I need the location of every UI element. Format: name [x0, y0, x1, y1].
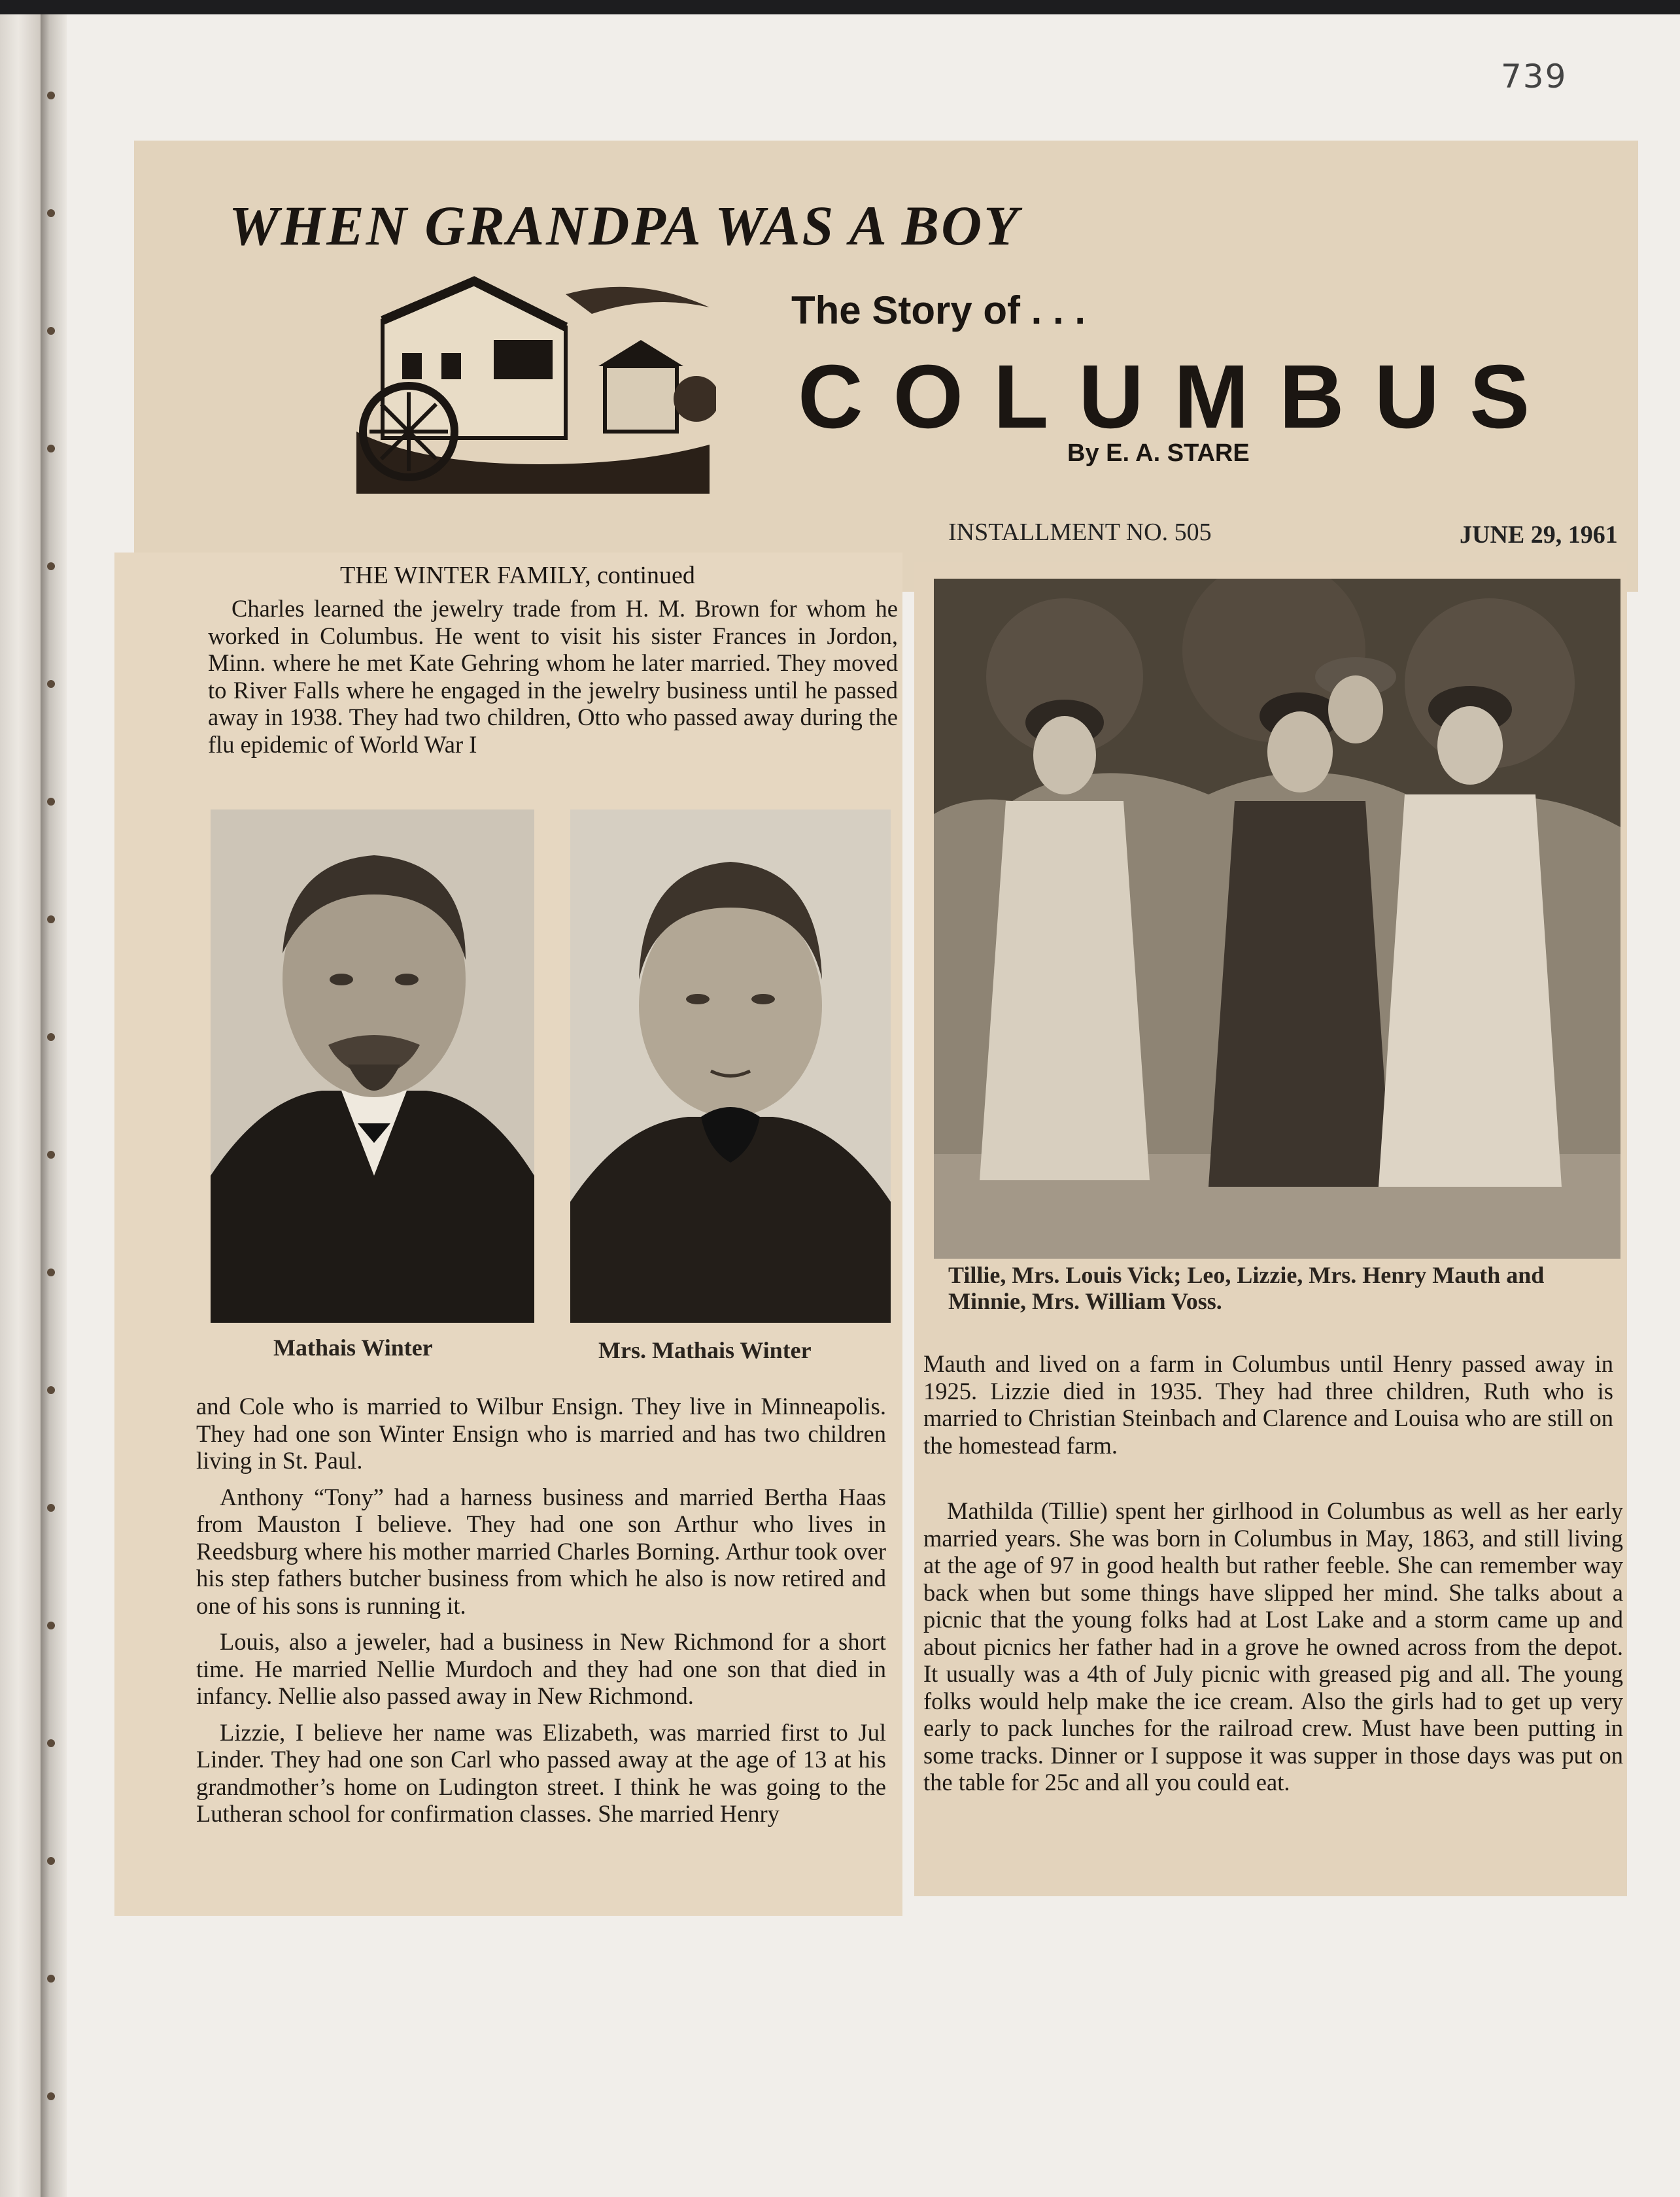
left-page-edge: [0, 14, 41, 2197]
page-number: 739: [1501, 58, 1568, 95]
paragraph: Mauth and lived on a farm in Columbus until Henry passed away in 1925. Lizzie died in 1935. They had three children, Ruth who is married to Christian Steinbach and Clarence and Louisa who are still on the homestead farm.: [923, 1350, 1613, 1459]
installment-number: INSTALLMENT NO. 505: [948, 519, 1212, 546]
story-of-heading: The Story of . . .: [791, 288, 1086, 332]
paragraph: Mathilda (Tillie) spent her girlhood in Columbus as well as her early married years. She was born in Columbus in May, 1863, and still living at the age of 97 in good health but rather feeble. She can remember way back when but some things have slipped her mind. She talks about a picnic that the young folks had at Lost Lake and a storm came up and about picnics her father had in a grove he owned across from the depot. It usually was a 4th of July picnic with greased pig and all. The young folks would help make the ice cream. Also the girls had to get up very early to pack lunches for the railroad crew. Must have been putting in some tracks. Dinner or I suppose it was supper in those days was put on the table for 25c and all you could eat.: [923, 1497, 1623, 1796]
column2-bottom: [923, 1497, 1623, 1805]
paragraph: Anthony “Tony” had a harness business and married Bertha Haas from Mauston I believe. They had one son Arthur who lives in Reedsburg where his mother married Charles Borning. Arthur took over his step fathers butcher business from which he also is now retired and one of his sons is running it.: [196, 1483, 886, 1619]
paragraph: Lizzie, I believe her name was Elizabeth, was married first to Jul Linder. They had one son Carl who passed away at the age of 13 at his grandmother’s home on Ludington street. I think he was going to the Lutheran school for confirmation classes. She married Henry: [196, 1718, 886, 1827]
group-photo: [934, 579, 1620, 1259]
mill-illustration: [343, 268, 716, 494]
caption-mrs-mathais-winter: Mrs. Mathais Winter: [598, 1337, 812, 1363]
section-heading: THE WINTER FAMILY, continued: [340, 562, 695, 589]
paragraph: Louis, also a jeweler, had a business in New Richmond for a short time. He married Nellie Murdoch and they had one son that died in infancy. Nellie also passed away in New Richmond.: [196, 1628, 886, 1709]
caption-mathais-winter: Mathais Winter: [273, 1335, 433, 1361]
publication-date: JUNE 29, 1961: [1460, 521, 1618, 549]
paragraph: and Cole who is married to Wilbur Ensign. They live in Minneapolis. They had one son Winter Ensign who is married and has two children living in St. Paul.: [196, 1393, 886, 1474]
portrait-man-photo: [211, 809, 534, 1323]
columbus-heading: COLUMBUS: [798, 347, 1560, 447]
portrait-woman-photo: [570, 809, 891, 1323]
column1-top: [208, 595, 898, 767]
column1-bottom: [196, 1393, 886, 1837]
paragraph: Charles learned the jewelry trade from H. M. Brown for whom he worked in Columbus. He went to visit his sister Frances in Jordon, Minn. where he met Kate Gehring whom he later married. They moved to River Falls where he engaged in the jewelry business until he passed away in 1938. They had two children, Otto who passed away during the flu epidemic of World War I: [208, 595, 898, 758]
column2-top: [923, 1350, 1613, 1468]
byline: By E. A. STARE: [1067, 439, 1250, 467]
masthead-title: WHEN GRANDPA WAS A BOY: [229, 194, 1020, 257]
binding-stitches: [47, 92, 56, 2119]
caption-group-photo: Tillie, Mrs. Louis Vick; Leo, Lizzie, Mrs. Henry Mauth and Minnie, Mrs. William Voss.: [948, 1262, 1545, 1314]
